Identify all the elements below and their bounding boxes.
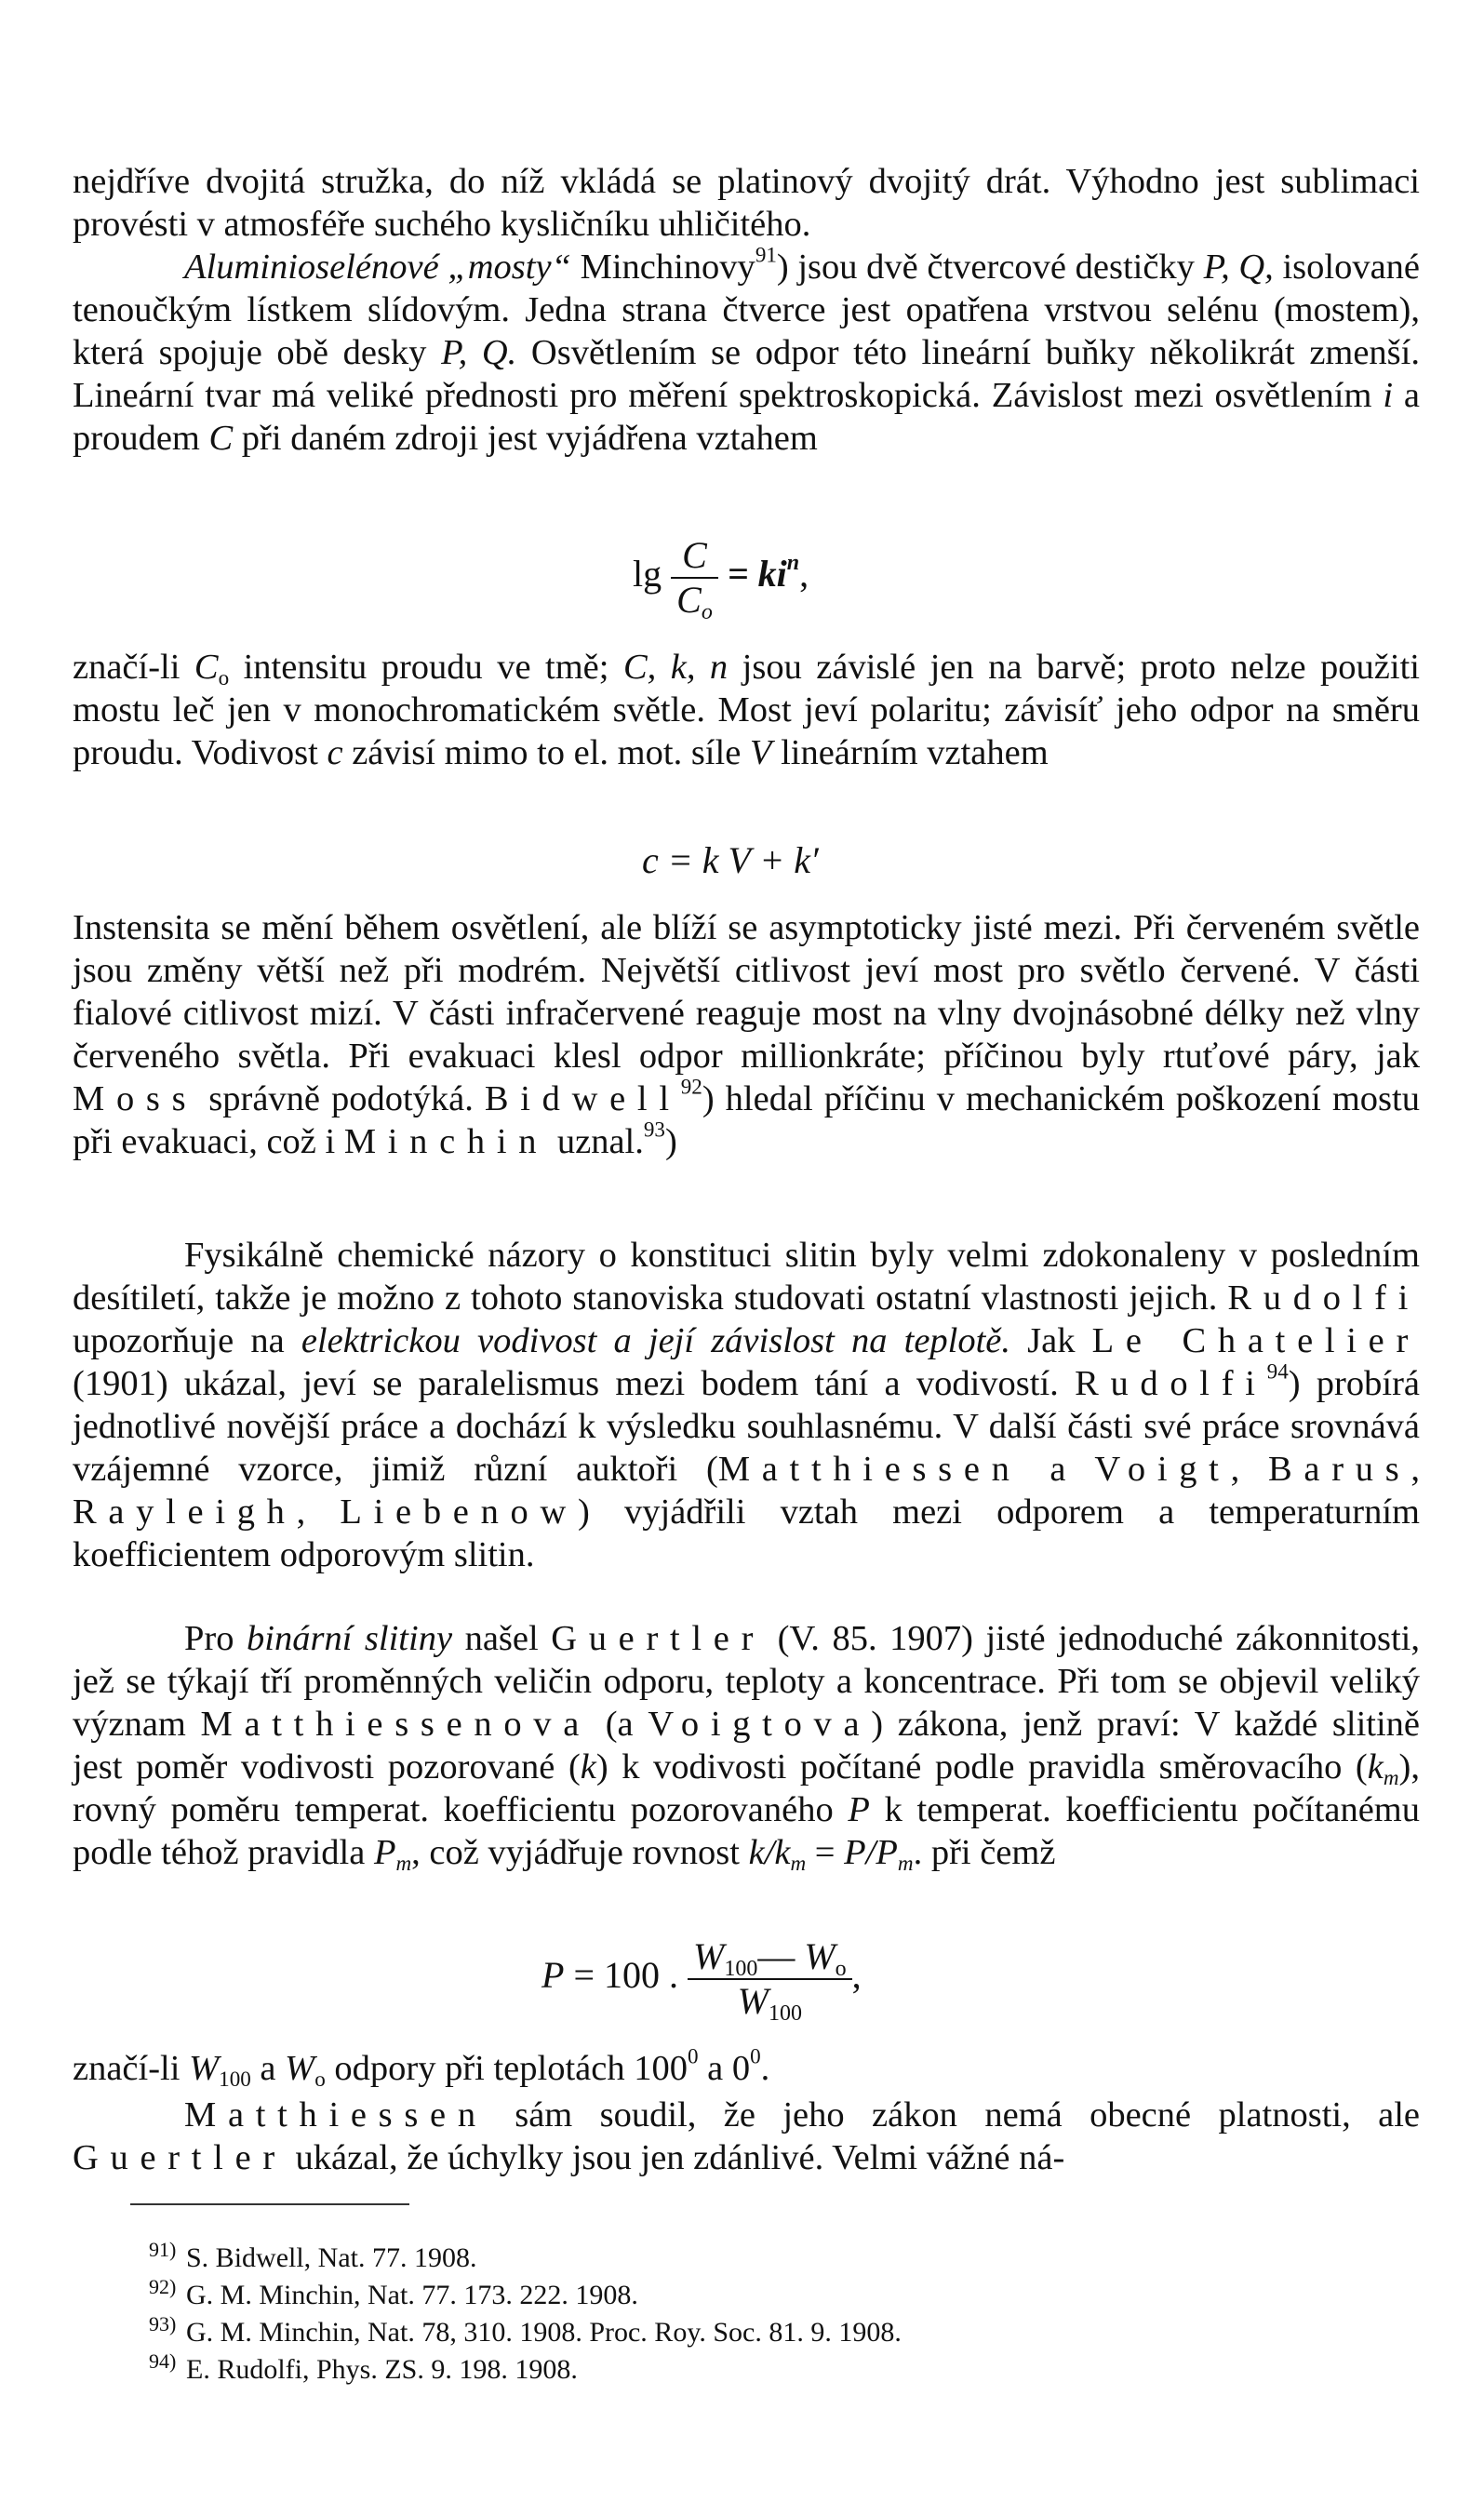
author-name: Rudolfi	[1075, 1364, 1267, 1403]
text: k temperat. koefficientu počítanému podle téhož pravidla	[73, 1790, 1420, 1872]
text: ) jsou dvě čtvercové destičky	[776, 248, 1204, 287]
subscript: m	[1383, 1764, 1399, 1789]
subscript: 100	[724, 1957, 758, 1982]
subscript: o	[835, 1957, 847, 1982]
superscript: n	[786, 551, 800, 576]
text: W	[285, 2049, 315, 2088]
subscript: 100	[768, 2001, 802, 2027]
text: ), rovný poměru temperat. koefficientu pozorovaného	[73, 1747, 1420, 1829]
footnote-divider	[130, 2203, 409, 2205]
text: (V. 85. 1907) jisté jednoduché zákonnitosti, jež se týkají tří proměnných veličin odporu, teploty a koncentrace. Při tom se objevil veliký význam	[73, 1619, 1420, 1744]
text: =	[806, 1833, 845, 1872]
text: C	[208, 419, 234, 458]
footnote-text: G. M. Minchin, Nat. 77. 173. 222. 1908.	[186, 2280, 638, 2310]
text: ukázal, že úchylky jsou jen zdánlivé. Velmi vážné ná-	[286, 2138, 1065, 2177]
footnote-ref: 91	[755, 242, 777, 267]
text: W	[189, 2049, 220, 2088]
text: k/k	[748, 1833, 791, 1872]
text: nejdříve dvojitá stružka, do níž vkládá se platinový dvojitý drát. Výhodno jest sublimaci provésti v atmosféře suchého kysličníku uhličitého.	[73, 162, 1420, 244]
text: odpory při teplotách 100	[325, 2049, 688, 2088]
author-name: Liebenow	[340, 1492, 579, 1532]
equation-text: C	[676, 579, 702, 621]
text: )	[664, 1122, 677, 1161]
text: , což vyjádřuje rovnost	[411, 1833, 749, 1872]
text: .	[760, 2049, 770, 2088]
text: binární slitiny	[247, 1619, 453, 1658]
equation-text: +	[750, 839, 795, 881]
text: Jak	[1010, 1321, 1092, 1360]
text: značí-li	[73, 2049, 190, 2088]
text: Aluminioselénové „mosty“	[184, 248, 571, 287]
paragraph-3	[73, 646, 1420, 774]
footnote-ref: 93	[643, 1117, 665, 1142]
text: P/P	[844, 1833, 898, 1872]
equation-text: k′	[794, 839, 819, 881]
author-name: Matthiessen	[717, 1450, 1022, 1489]
equation-text: c	[642, 839, 659, 881]
numerator	[688, 1935, 852, 1982]
text: P, Q,	[1203, 248, 1274, 287]
author-name: Matthiessen	[184, 2095, 488, 2135]
subscript: o	[701, 600, 713, 625]
text: ,	[296, 1492, 341, 1532]
equation-text: P	[541, 1954, 565, 1997]
text: a	[250, 2049, 286, 2088]
footnote-mark: 91)	[149, 2238, 177, 2261]
text: i	[1383, 376, 1394, 415]
equation-3	[541, 1935, 862, 2027]
author-name: Le Chatelier	[1091, 1321, 1420, 1360]
text: ) k vodivosti počítané podle pravidla směrovacího (	[595, 1747, 1368, 1787]
superscript: 0	[687, 2043, 699, 2068]
numerator: C	[682, 534, 707, 576]
text: ) vyjádřili vztah mezi odporem a temperaturním koefficientem odporovým slitin.	[73, 1492, 1420, 1574]
paragraph-2	[73, 242, 1421, 460]
text: C, k, n	[622, 648, 729, 687]
text: ) zákona, jenž praví: V každé slitině jest poměr vodivosti pozorované (	[73, 1705, 1420, 1787]
denominator	[671, 577, 718, 625]
text: Minchinovy	[570, 248, 755, 287]
paragraph-7	[73, 2043, 1420, 2091]
equation-fraction	[671, 534, 718, 625]
paragraph-5	[73, 1234, 1420, 1576]
paragraph-4	[73, 906, 1420, 1163]
author-name: Moss	[73, 1079, 198, 1118]
subscript: 100	[219, 2066, 251, 2091]
footnote-text: E. Rudolfi, Phys. ZS. 9. 198. 1908.	[186, 2354, 578, 2385]
footnote-ref: 94	[1266, 1358, 1289, 1384]
text: a	[1021, 1450, 1095, 1489]
text: závisí mimo to el. mot. síle	[342, 733, 750, 772]
equation-text: W	[737, 1980, 769, 2022]
text: V	[749, 733, 772, 772]
text: C	[194, 648, 219, 687]
text: při daném zdroji jest vyjádřena vztahem	[233, 419, 818, 458]
paragraph-1	[73, 160, 1420, 246]
text: správně podotýká.	[197, 1079, 485, 1118]
equation-text: = ki	[727, 553, 787, 596]
text: uznal.	[548, 1122, 644, 1161]
footnote-text: G. M. Minchin, Nat. 78, 310. 1908. Proc. Roy. Soc. 81. 9. 1908.	[186, 2317, 902, 2348]
equation-text: ,	[799, 553, 809, 596]
equation-text: = 100 .	[564, 1954, 688, 1997]
text: (1901) ukázal, jeví se paralelismus mezi bodem tání a vodivostí.	[73, 1364, 1076, 1403]
footnote	[149, 2270, 1451, 2312]
text: isolované tenoučkým lístkem slídovým. Jedna strana čtverce jest opatřena vrstvou selénu (mostem), která spojuje obě desky	[73, 248, 1420, 372]
text: . při čemž	[913, 1833, 1056, 1872]
author-name: Minchin	[343, 1122, 549, 1161]
denominator	[688, 1978, 852, 2027]
text: P	[373, 1833, 396, 1872]
paragraph-6	[73, 1617, 1420, 1874]
footnote-mark: 92)	[149, 2275, 177, 2298]
text: (a	[591, 1705, 648, 1744]
text: P	[848, 1790, 870, 1829]
text: P, Q.	[441, 333, 517, 372]
text: elektrickou vodivost a její závislost na teplotě.	[301, 1321, 1011, 1360]
author-name: Guertler	[73, 2138, 287, 2177]
author-name: Bidwell	[484, 1079, 681, 1118]
text: Fysikálně chemické názory o konstituci slitin byly velmi zdokonaleny v posledním desítiletí, takže je možno z tohoto stanoviska studovati ostatní vlastnosti jejich.	[73, 1236, 1420, 1318]
text: ) hledal příčinu v mechanickém poškození mostu při evakuaci, což i	[73, 1079, 1420, 1161]
text: intensitu proudu ve tmě;	[229, 648, 623, 687]
author-name: Rayleigh	[73, 1492, 297, 1532]
author-name: Guertler	[551, 1619, 766, 1658]
text: sám soudil, že jeho zákon nemá obecné platnosti, ale	[487, 2095, 1420, 2135]
equation-fraction	[688, 1935, 852, 2027]
equation-text: V	[728, 839, 751, 881]
subscript: m	[790, 1850, 807, 1875]
text: Instensita se mění během osvětlení, ale blíží se asymptoticky jisté mezi. Při červeném světle jsou změny větší než při modrém. Největší citlivost jeví most pro světlo červené. V části fialové citlivost mizí. V části infračervené reaguje most na vlny dvojnásobné délky než vlny červeného světla. Při evakuaci klesl odpor millionkráte; příčinou byly rtuťové páry, jak	[73, 908, 1420, 1076]
footnote	[149, 2345, 1451, 2387]
author-name: Voigtova	[648, 1705, 872, 1744]
author-name: Voigt	[1094, 1450, 1231, 1489]
text: jsou závislé jen na barvě; proto nelze použiti mostu leč jen v monochromatickém světle. Most jeví polaritu; závisíť jeho odpor na směru proudu. Vodivost	[73, 648, 1420, 772]
text: k	[580, 1747, 596, 1787]
subscript: m	[897, 1850, 914, 1875]
author-name: Rudolfi	[1227, 1278, 1420, 1318]
equation-text: =	[658, 839, 702, 881]
equation-text: k	[702, 839, 719, 881]
subscript: o	[218, 664, 230, 689]
footnote-text: S. Bidwell, Nat. 77. 1908.	[186, 2242, 477, 2273]
paragraph-8	[73, 2094, 1420, 2179]
equation-text: lg	[633, 553, 662, 596]
superscript: 0	[750, 2043, 761, 2068]
text: Pro	[184, 1619, 247, 1658]
footnote-ref: 92	[680, 1074, 702, 1099]
equation-1	[633, 534, 809, 625]
text: a 0	[698, 2049, 751, 2088]
text: ,	[1230, 1450, 1269, 1489]
text: a proudem	[73, 376, 1421, 458]
text: k	[1367, 1747, 1384, 1787]
equation-text: —	[757, 1935, 805, 1977]
footnote-mark: 94)	[149, 2349, 177, 2373]
equation-text: ,	[851, 1954, 862, 1997]
text: našel	[452, 1619, 552, 1658]
text: Osvětlením se odpor této lineární buňky několikrát zmenší. Lineární tvar má veliké přednosti pro měření spektroskopická. Závislost mezi osvětlením	[73, 333, 1420, 415]
equation-text: W	[693, 1935, 725, 1977]
text: ,	[1410, 1450, 1421, 1489]
text: c	[327, 733, 343, 772]
text: lineárním vztahem	[771, 733, 1049, 772]
equation-text: W	[804, 1935, 836, 1977]
author-name: Matthiessenova	[200, 1705, 592, 1744]
text: značí-li	[73, 648, 194, 687]
footnote-mark: 93)	[149, 2312, 177, 2335]
footnote	[149, 2308, 1451, 2349]
subscript: m	[395, 1850, 412, 1875]
author-name: Barus	[1268, 1450, 1411, 1489]
text: upozorňuje na	[73, 1321, 301, 1360]
equation-2	[642, 839, 819, 882]
subscript: o	[314, 2066, 326, 2091]
text: ) probírá jednotlivé novější práce a dochází k výsledku souhlasnému. V další části své práce srovnává vzájemné vzorce, jimiž různí auktoři (	[73, 1364, 1420, 1489]
footnote	[149, 2233, 1451, 2275]
